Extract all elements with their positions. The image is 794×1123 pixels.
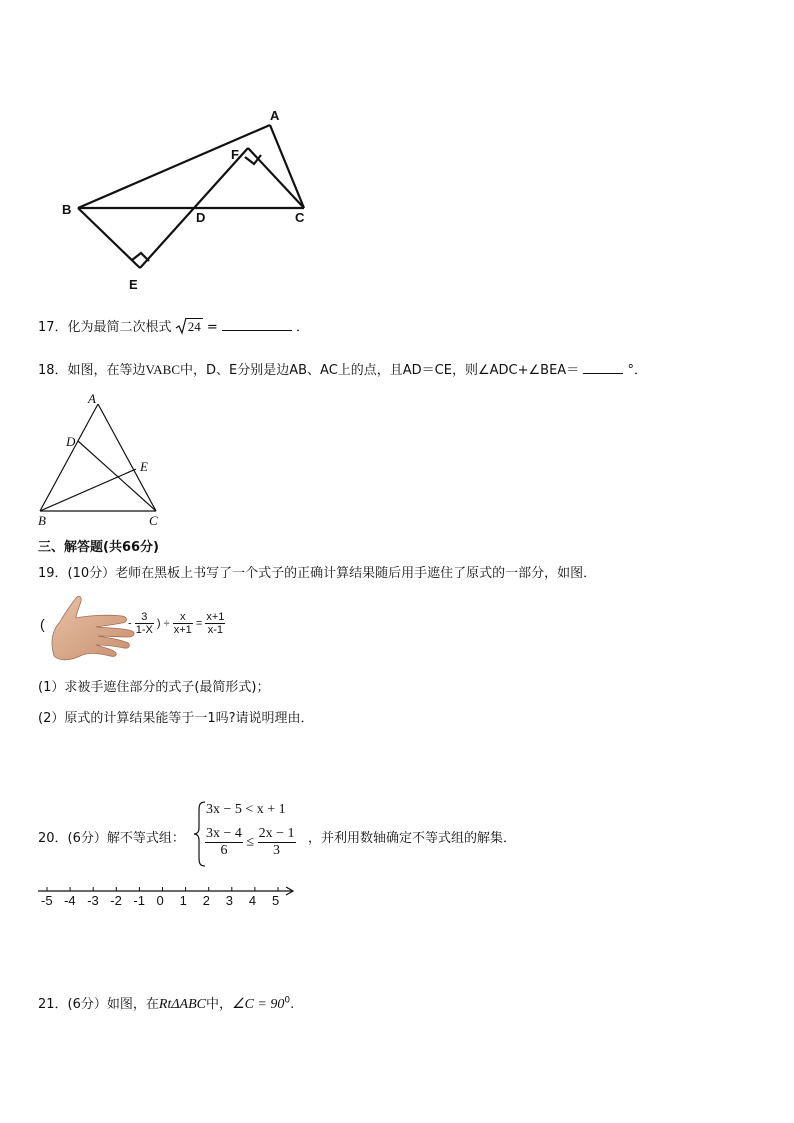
q17-radicand: 24 bbox=[187, 319, 201, 334]
tick-label: 0 bbox=[156, 893, 164, 908]
tick-label: 4 bbox=[248, 893, 257, 908]
q19-eq: = bbox=[195, 617, 203, 630]
q19-fraction-1 bbox=[135, 611, 154, 636]
fig2-label-c: C bbox=[149, 513, 158, 528]
segment-cf bbox=[248, 148, 304, 208]
radical-sign-icon bbox=[175, 317, 187, 335]
q19-open-paren: ( bbox=[40, 616, 45, 632]
q18-text: 中，D、E分别是边AB、AC上的点，且AD＝CE，则 bbox=[180, 363, 478, 378]
q21-triangle: RtΔABC bbox=[158, 997, 206, 1012]
q19-fraction-3 bbox=[205, 611, 225, 636]
tick-label: 3 bbox=[225, 893, 234, 908]
tick-label: 5 bbox=[272, 893, 280, 908]
fig2-label-e: E bbox=[140, 459, 148, 474]
q21-degree: 0 bbox=[284, 995, 291, 1006]
frac1-denominator: 1-X bbox=[135, 624, 153, 636]
segment-ab bbox=[78, 125, 270, 208]
question-21 bbox=[38, 993, 294, 1013]
q21-end: . bbox=[290, 997, 295, 1012]
question-19-stem: 19．(10分）老师在黑板上书写了一个式子的正确计算结果随后用手遮住了原式的一部分，如图． bbox=[38, 566, 597, 581]
frac2-denominator: x+1 bbox=[173, 624, 192, 636]
label-e: E bbox=[129, 277, 138, 292]
frac2-numerator: x bbox=[173, 611, 193, 624]
q19-formula bbox=[128, 611, 225, 636]
frac1-numerator: 3 bbox=[135, 611, 154, 624]
tick-label: 2 bbox=[202, 893, 210, 908]
q21-condition: ∠C = 90 bbox=[232, 997, 285, 1012]
fig2-label-a: A bbox=[88, 391, 96, 406]
q20-relation: ≤ bbox=[246, 834, 255, 850]
q20-inequality-1: 3x − 5 < x + 1 bbox=[206, 802, 286, 817]
q17-end: ． bbox=[296, 320, 310, 335]
frac3-numerator: x+1 bbox=[206, 611, 225, 623]
label-b: B bbox=[62, 202, 72, 217]
q20-lhs-fraction bbox=[205, 826, 243, 859]
q17-equals: = bbox=[206, 320, 218, 335]
right-angle-mark-e bbox=[132, 253, 149, 261]
tick-label: -5 bbox=[41, 893, 53, 908]
hand-icon bbox=[46, 594, 136, 664]
fig2-label-d: D bbox=[66, 434, 76, 449]
figure-triangle-abc-perpendiculars bbox=[0, 0, 794, 300]
q19-part-2: (2）原式的计算结果能等于一1吗?请说明理由． bbox=[38, 711, 314, 726]
q18-answer-blank[interactable] bbox=[583, 373, 623, 374]
label-c: C bbox=[295, 210, 305, 225]
question-17 bbox=[38, 316, 309, 335]
rhs-denominator: 3 bbox=[273, 843, 281, 858]
label-d: D bbox=[196, 210, 206, 225]
q20-prefix: 20．(6分）解不等式组： bbox=[38, 831, 185, 846]
q19-minus: - bbox=[128, 617, 132, 630]
q21-prefix: 21．(6分）如图，在 bbox=[38, 997, 159, 1012]
label-f: F bbox=[231, 147, 239, 162]
q19-fraction-2 bbox=[173, 611, 193, 636]
tick-label: -1 bbox=[133, 893, 145, 908]
q19-close-div: ) ÷ bbox=[156, 617, 170, 630]
figure-equilateral-triangle bbox=[0, 390, 200, 525]
segment-ac bbox=[270, 125, 304, 208]
q20-rhs-fraction bbox=[258, 826, 296, 859]
q17-prefix: 17．化为最简二次根式 bbox=[38, 320, 172, 335]
section-3-heading: 三、解答题(共66分) bbox=[38, 540, 159, 555]
q19-part-1: (1）求被手遮住部分的式子(最简形式)； bbox=[38, 680, 270, 695]
tick-label: -4 bbox=[64, 893, 76, 908]
q20-inequality-2 bbox=[205, 826, 296, 859]
q18-unit: °． bbox=[627, 363, 647, 378]
segment-be bbox=[78, 208, 140, 268]
q18-triangle: VABC bbox=[145, 362, 180, 377]
lhs-denominator: 6 bbox=[220, 843, 228, 858]
tick-label: -2 bbox=[110, 893, 122, 908]
fig2-label-b: B bbox=[38, 513, 46, 528]
frac3-denominator: x-1 bbox=[207, 624, 224, 636]
q18-expression: ∠ADC+∠BEA＝ bbox=[477, 363, 580, 378]
tick-label: 1 bbox=[179, 893, 187, 908]
sqrt-expression bbox=[176, 319, 203, 335]
right-angle-mark-f bbox=[245, 155, 261, 164]
q21-mid: 中， bbox=[206, 997, 233, 1012]
tick-label: -3 bbox=[87, 893, 99, 908]
q17-answer-blank[interactable] bbox=[222, 330, 292, 331]
rhs-numerator: 2x − 1 bbox=[258, 826, 295, 841]
q18-prefix: 18．如图，在等边 bbox=[38, 363, 146, 378]
question-18 bbox=[38, 359, 647, 378]
lhs-numerator: 3x − 4 bbox=[206, 826, 242, 841]
q20-suffix: ，并利用数轴确定不等式组的解集． bbox=[308, 831, 517, 846]
label-a: A bbox=[270, 108, 280, 123]
